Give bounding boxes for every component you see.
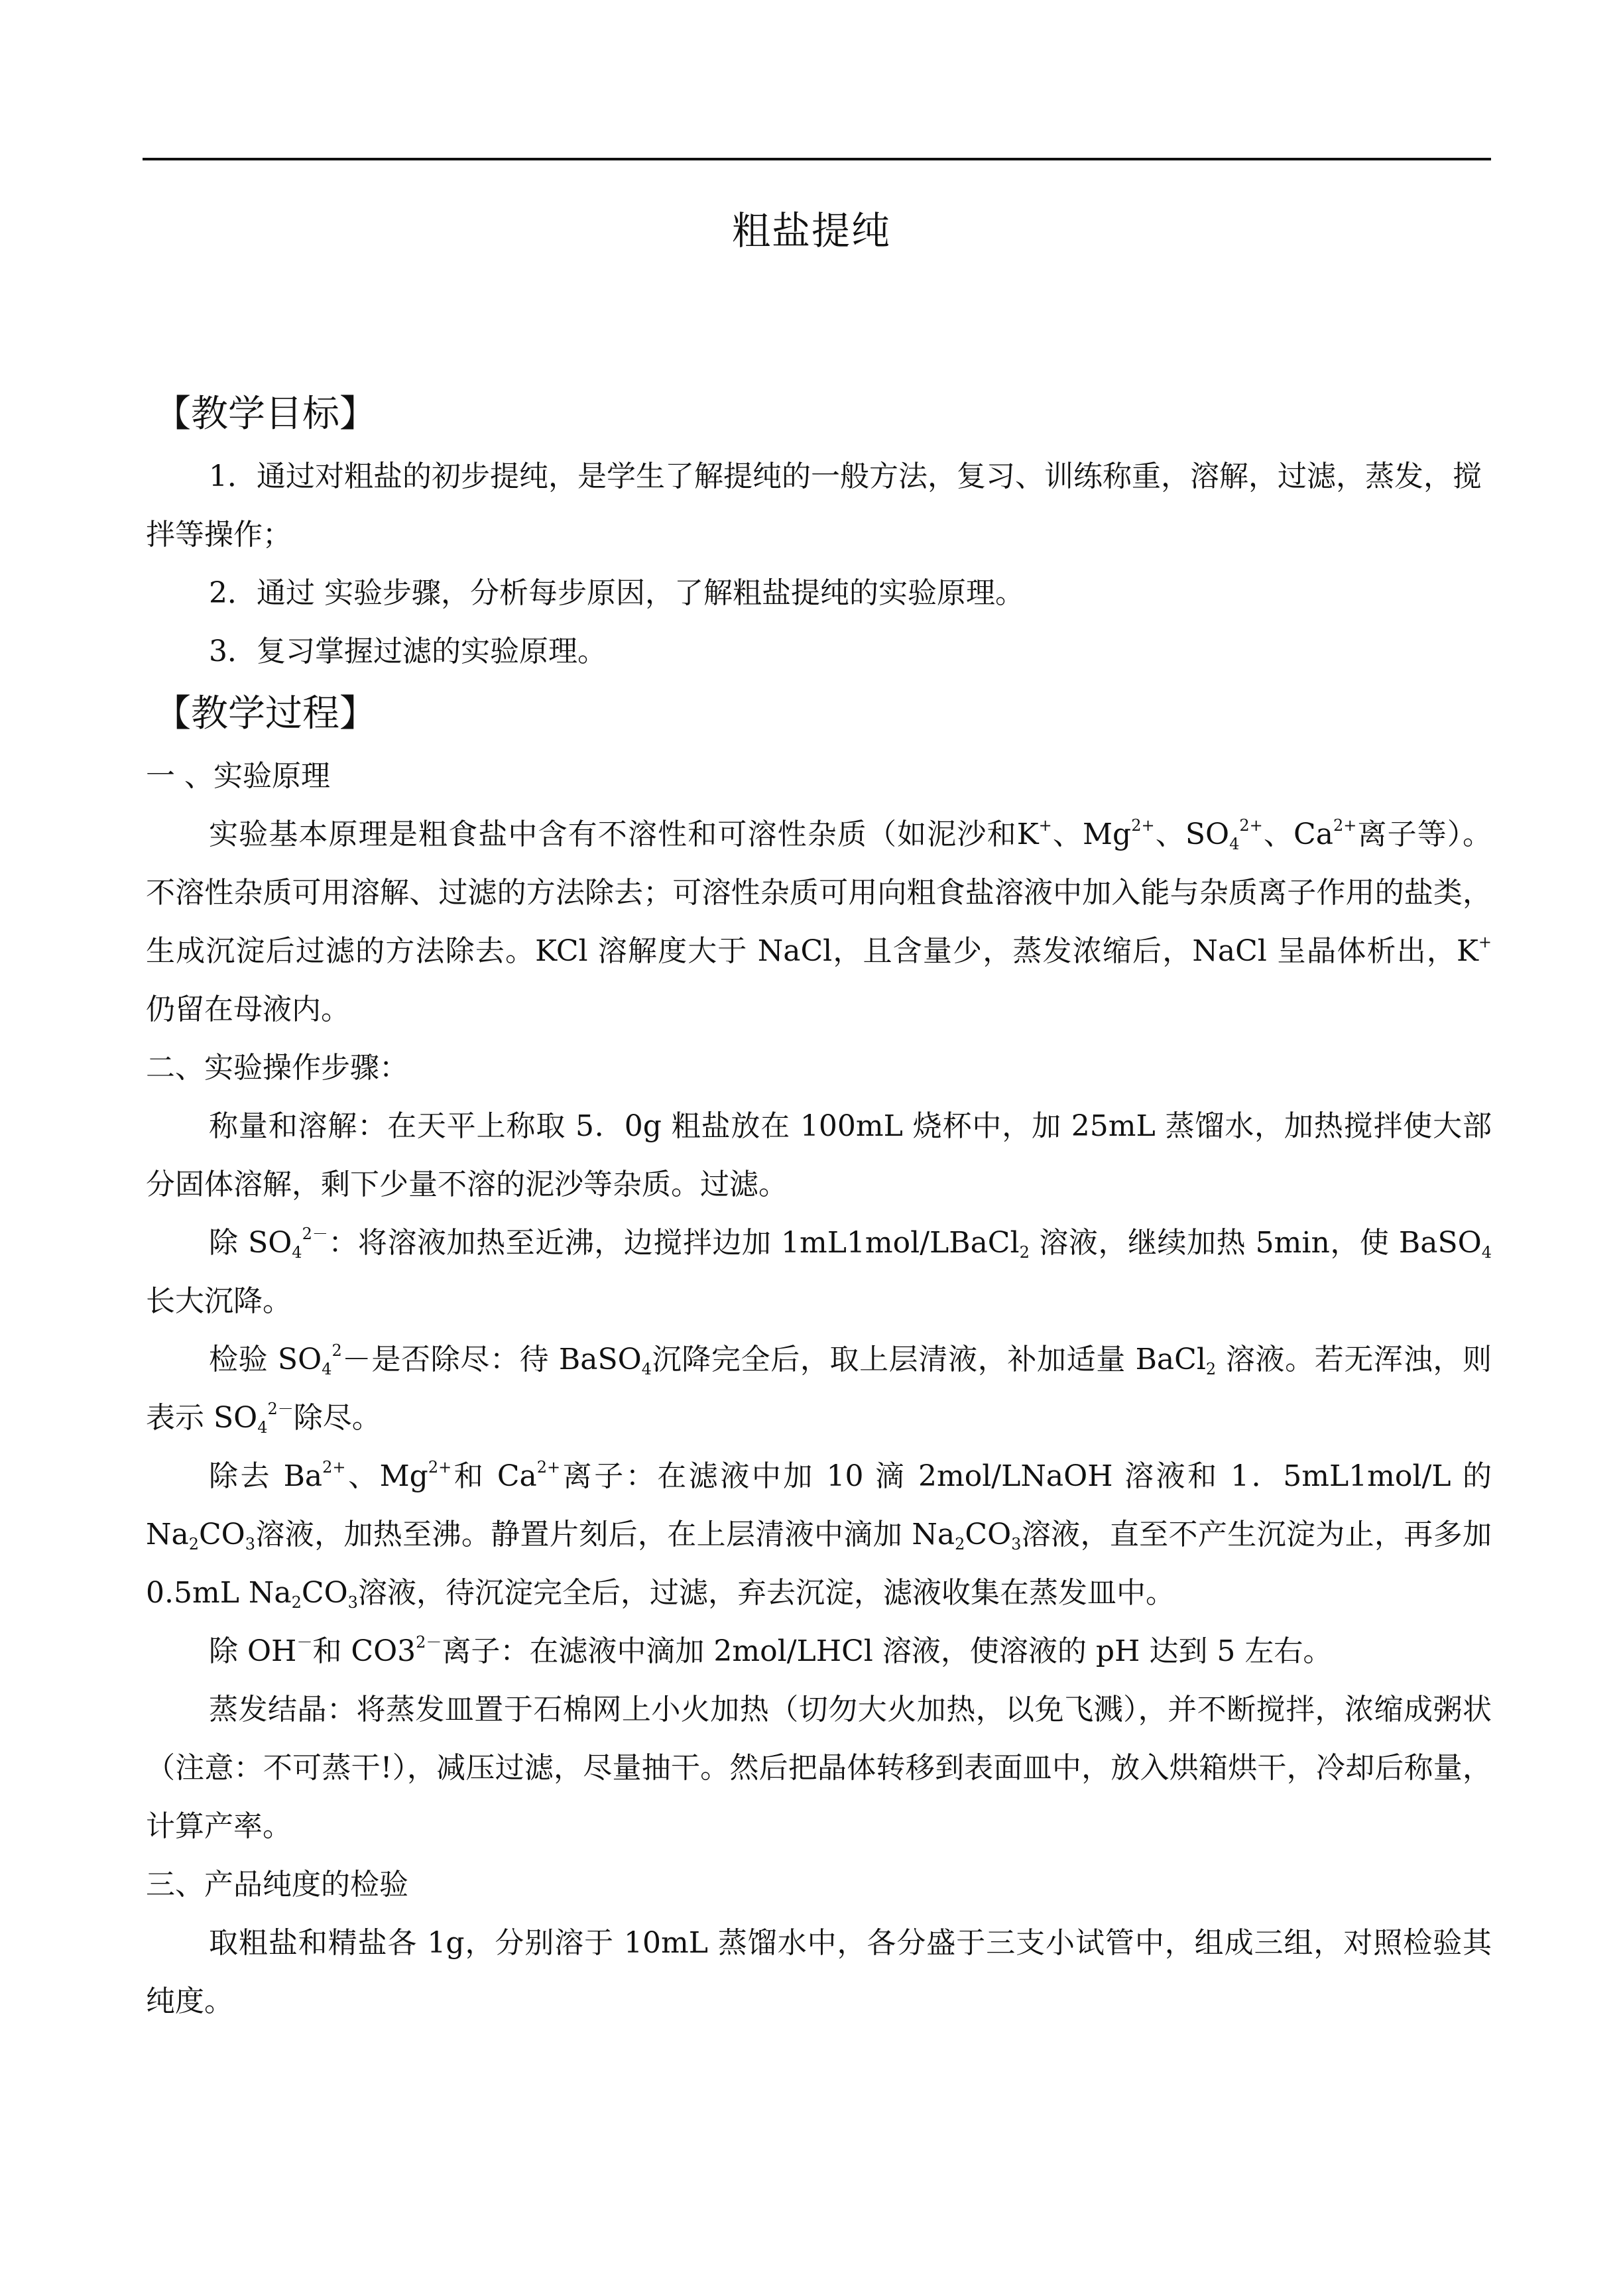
principle-text: 仍留在母液内。 [146,993,350,1026]
step-text: －是否除尽：待 BaSO [341,1343,642,1376]
ion-charge: 2－ [416,1633,442,1652]
step-text: CO [199,1518,245,1551]
principle-heading: 一 、实验原理 [146,759,330,793]
ion-charge: 2－ [302,1225,328,1243]
principle-text: 、Mg [1052,817,1132,851]
goal-item-2: 2．通过 实验步骤，分析每步原因，了解粗盐提纯的实验原理。 [209,576,1024,610]
step-text: 和 CO3 [312,1634,416,1668]
step-text: 除去 Ba [209,1459,323,1493]
ion-charge: + [1478,933,1492,951]
formula-subscript: 2 [1019,1243,1030,1262]
steps-heading: 二、实验操作步骤： [146,1051,408,1085]
step-text: ：将溶液加热至近沸，边搅拌边加 1mL1mol/LBaCl [328,1226,1020,1260]
ion-charge: 2 [331,1341,342,1360]
ion-charge: + [1038,816,1052,835]
step-text: 除 OH [209,1634,297,1668]
step-text: 溶液。若无浑浊，则表示 SO [146,1343,1492,1435]
ion-charge: 2+ [428,1458,452,1477]
formula-subscript: 4 [322,1360,332,1378]
step-text: 沉降完全后，取上层清液，补加适量 BaCl [651,1343,1206,1376]
step-remove-cations [146,1447,1492,1622]
step-text: 溶液，加热至沸。静置片刻后，在上层清液中滴加 Na [255,1518,955,1551]
goal-item-3: 3．复习掌握过滤的实验原理。 [209,634,607,668]
goal-item-1: 1．通过对粗盐的初步提纯，是学生了解提纯的一般方法，复习、训练称重，溶解，过滤，蒸发，搅拌等操作； [146,459,1482,552]
principle-text: 、SO [1154,817,1230,851]
ion-charge: 2+ [536,1458,561,1477]
step-weigh-dissolve: 称量和溶解：在天平上称取 5．0g 粗盐放在 100mL 烧杯中，加 25mL 蒸馏水，加热搅拌使大部分固体溶解，剩下少量不溶的泥沙等杂质。过滤。 [146,1109,1492,1201]
step-text: 溶液，继续加热 5min，使 BaSO [1029,1226,1482,1260]
document-title: 粗盐提纯 [731,208,891,253]
ion-charge: 2+ [1239,816,1263,835]
step-text: CO [301,1576,348,1610]
ion-charge: 2+ [1333,816,1357,835]
formula-subscript: 3 [245,1535,256,1553]
step-text: 除尽。 [293,1401,381,1435]
step-text: 离子：在滤液中滴加 2mol/LHCl 溶液，使溶液的 pH 达到 5 左右。 [442,1634,1333,1668]
step-text: 长大沉降。 [146,1284,292,1318]
goals-heading: 【教学目标】 [154,393,377,436]
formula-subscript: 3 [1011,1535,1022,1553]
principle-paragraph [146,806,1492,1039]
formula-subscript: 4 [1229,835,1240,853]
formula-subscript: 2 [291,1593,302,1612]
formula-subscript: 2 [188,1535,200,1553]
step-evaporate: 蒸发结晶：将蒸发皿置于石棉网上小火加热（切勿大火加热，以免飞溅），并不断搅拌，浓缩成粥状（注意：不可蒸干!），减压过滤，尽量抽干。然后把晶体转移到表面皿中，放入烘箱烘干，冷却后称量，计算产率。 [146,1693,1492,1843]
step-remove-sulfate [146,1214,1492,1331]
document-body [146,381,1492,2031]
formula-subscript: 4 [292,1243,302,1262]
formula-subscript: 4 [257,1418,268,1437]
formula-subscript: 2 [1205,1360,1217,1378]
step-text: 溶液，直至不产生沉淀为止，再多加 0.5mL Na [146,1518,1492,1610]
principle-text: 实验基本原理是粗食盐中含有不溶性和可溶性杂质（如泥沙和K [209,817,1039,851]
step-text: 离子：在滤液中加 10 滴 2mol/LNaOH 溶液和 1．5mL1mol/L 的 Na [146,1459,1492,1551]
principle-text: 离子等）。不溶性杂质可用溶解、过滤的方法除去；可溶性杂质可用向粗食盐溶液中加入能与杂质离子作用的盐类，生成沉淀后过滤的方法除去。KCl 溶解度大于 NaCl，且含量少，蒸发浓缩后，NaCl 呈晶体析出，K [146,817,1492,968]
step-check-sulfate [146,1331,1492,1447]
ion-charge: 2－ [267,1400,294,1418]
formula-subscript: 2 [955,1535,965,1553]
formula-subscript: 4 [1481,1243,1492,1262]
ion-charge: 2+ [1131,816,1155,835]
step-remove-anions [146,1622,1492,1681]
ion-charge: － [296,1633,313,1652]
purity-heading: 三、产品纯度的检验 [146,1868,408,1902]
header-rule [143,158,1491,160]
principle-text: 、Ca [1262,817,1333,851]
purity-paragraph: 取粗盐和精盐各 1g，分别溶于 10mL 蒸馏水中，各分盛于三支小试管中，组成三组，对照检验其纯度。 [146,1926,1492,2018]
formula-subscript: 3 [347,1593,358,1612]
ion-charge: 2+ [322,1458,346,1477]
step-text: 和 Ca [451,1459,537,1493]
process-heading: 【教学过程】 [154,692,377,735]
step-text: 溶液，待沉淀完全后，过滤，弃去沉淀，滤液收集在蒸发皿中。 [357,1576,1175,1610]
step-text: 、Mg [345,1459,428,1493]
step-text: 除 SO [209,1226,292,1260]
step-text: 检验 SO [209,1343,322,1376]
step-text: CO [965,1518,1012,1551]
formula-subscript: 4 [641,1360,652,1378]
